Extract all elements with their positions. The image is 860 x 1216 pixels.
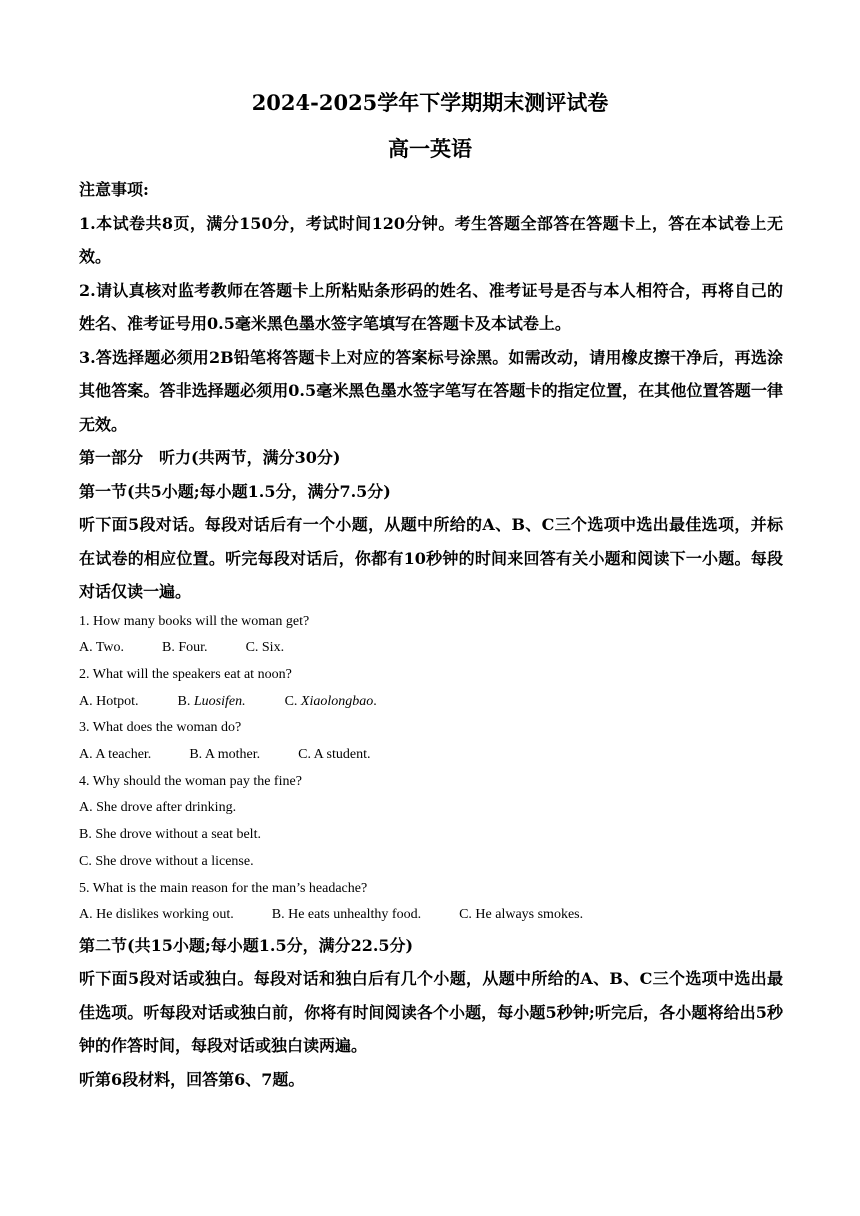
note-item-3: 3.答选择题必须用2B铅笔将答题卡上对应的答案标号涂黑。如需改动，请用橡皮擦干净后，再选涂其他答案。答非选择题必须用0.5毫米黑色墨水签字笔写在答题卡的指定位置，在其他位置答题一律无效。 [79, 347, 783, 434]
listen-instruction: 听第6段材料，回答第6、7题。 [79, 1069, 305, 1089]
option-2c [285, 689, 377, 716]
exam-content [79, 173, 783, 1096]
question-4-stem: 4. Why should the woman pay the fine? [79, 773, 302, 789]
option-2c-text: Xiaolongbao [300, 693, 374, 709]
part1-heading: 第一部分 听力(共两节，满分30分) [79, 448, 341, 467]
note-item-1: 1.本试卷共8页，满分150分，考试时间120分钟。考生答题全部答在答题卡上，答在本试卷上无效。 [79, 213, 783, 266]
option-4b: B. She drove without a seat belt. [79, 827, 261, 843]
section2-heading: 第二节(共15小题;每小题1.5分，满分22.5分) [79, 935, 414, 955]
option-2b-letter: B. [177, 693, 194, 709]
notes-heading: 注意事项: [79, 180, 149, 199]
option-1b: B. Four. [162, 640, 208, 656]
exam-subject: 高一英语 [388, 136, 472, 161]
question-1-options [79, 635, 783, 662]
question-3-options [79, 742, 783, 769]
option-5a: A. He dislikes working out. [79, 907, 234, 923]
option-1a: A. Two. [79, 640, 125, 656]
option-2c-letter: C. [284, 693, 301, 709]
option-5b: B. He eats unhealthy food. [271, 907, 422, 923]
option-3c: C. A student. [298, 747, 371, 763]
option-1c: C. Six. [245, 640, 285, 656]
option-2b-text: Luosifen. [193, 693, 246, 709]
option-3a: A. A teacher. [79, 747, 152, 763]
option-2a: A. Hotpot. [79, 693, 139, 709]
question-3-stem: 3. What does the woman do? [79, 720, 242, 736]
option-2b [178, 689, 246, 716]
note-item-2: 2.请认真核对监考教师在答题卡上所粘贴条形码的姓名、准考证号是否与本人相符合，再将自己的姓名、准考证号用0.5毫米黑色墨水签字笔填写在答题卡及本试卷上。 [79, 280, 783, 333]
question-5-options [79, 902, 783, 929]
option-2c-dot: . [373, 693, 377, 709]
option-4c: C. She drove without a license. [79, 853, 254, 869]
section1-instructions: 听下面5段对话。每段对话后有一个小题，从题中所给的A、B、C三个选项中选出最佳选项，并标在试卷的相应位置。听完每段对话后，你都有10秒钟的时间来回答有关小题和阅读下一小题。每段对话仅读一遍。 [79, 515, 783, 601]
question-2-stem: 2. What will the speakers eat at noon? [79, 666, 292, 682]
option-3b: B. A mother. [189, 747, 261, 763]
section2-instructions: 听下面5段对话或独白。每段对话和独白后有几个小题，从题中所给的A、B、C三个选项中选出最佳选项。听每段对话或独白前，你将有时间阅读各个小题，每小题5秒钟;听完后，各小题将给出5秒钟的作答时间，每段对话或独白读两遍。 [79, 969, 783, 1056]
question-1-stem: 1. How many books will the woman get? [79, 613, 310, 629]
option-5c: C. He always smokes. [459, 907, 584, 923]
option-4a: A. She drove after drinking. [79, 800, 237, 816]
question-2-options [79, 689, 783, 716]
exam-title: 2024-2025学年下学期期末测评试卷 [251, 90, 609, 115]
section1-heading: 第一节(共5小题;每小题1.5分，满分7.5分) [79, 481, 391, 501]
question-5-stem: 5. What is the main reason for the man’s headache? [79, 880, 368, 896]
